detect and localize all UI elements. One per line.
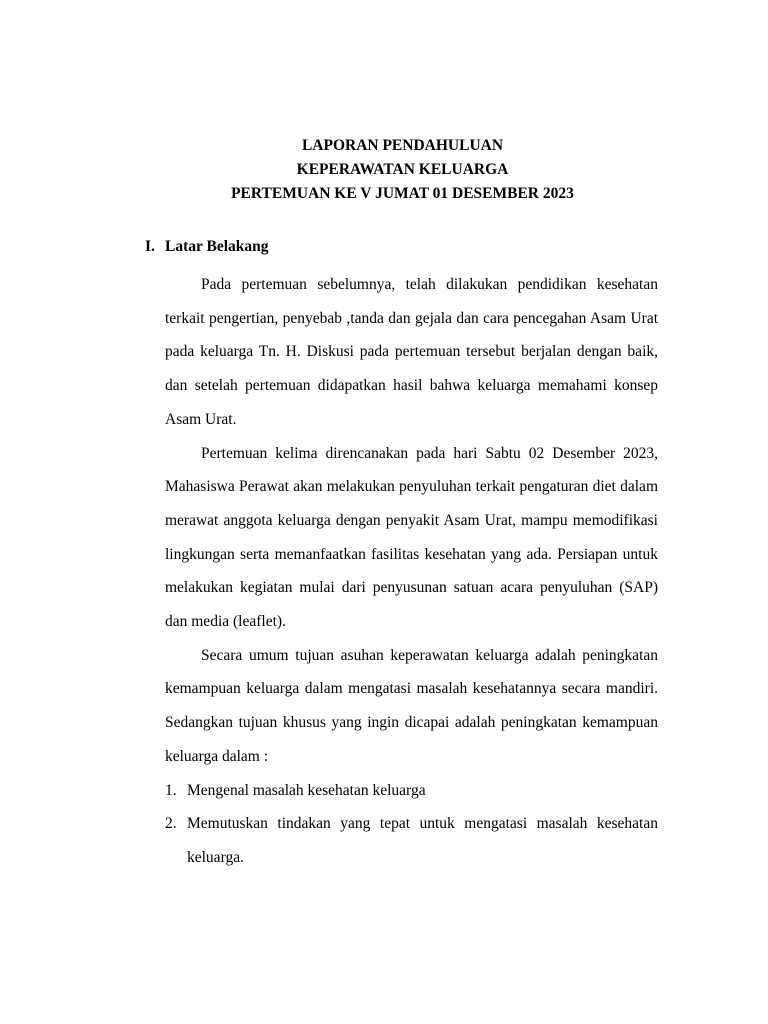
section-heading	[145, 236, 269, 258]
section-body	[165, 268, 658, 875]
title-line-1: LAPORAN PENDAHULUAN	[301, 137, 504, 154]
paragraph-3: Secara umum tujuan asuhan keperawatan keluarga adalah peningkatan kemampuan keluarga dalam mengatasi masalah kesehatannya secara mandiri. Sedangkan tujuan khusus yang ingin dicapai adalah peningkatan kemampuan keluarga dalam :	[165, 646, 658, 765]
title-line-3: PERTEMUAN KE V JUMAT 01 DESEMBER 2023	[231, 185, 574, 202]
list-item	[165, 774, 658, 808]
list-item-number: 1.	[165, 781, 177, 799]
paragraph-1: Pada pertemuan sebelumnya, telah dilakukan pendidikan kesehatan terkait pengertian, penyebab ,tanda dan gejala dan cara pencegahan Asam Urat pada keluarga Tn. H. Diskusi pada pertemuan tersebut berjalan dengan baik, dan setelah pertemuan didapatkan hasil bahwa keluarga memahami konsep Asam Urat.	[165, 276, 658, 428]
section-heading-text: Latar Belakang	[165, 238, 269, 255]
section-numeral: I.	[145, 238, 155, 255]
document-title	[0, 134, 768, 206]
list-item	[165, 807, 658, 874]
objectives-list	[165, 774, 658, 875]
list-item-text: Memutuskan tindakan yang tepat untuk mengatasi masalah kesehatan keluarga.	[187, 815, 658, 866]
paragraph-2: Pertemuan kelima direncanakan pada hari Sabtu 02 Desember 2023, Mahasiswa Perawat akan melakukan penyuluhan terkait pengaturan diet dalam merawat anggota keluarga dengan penyakit Asam Urat, mampu memodifikasi lingkungan serta memanfaatkan fasilitas kesehatan yang ada. Persiapan untuk melakukan kegiatan mulai dari penyusunan satuan acara penyuluhan (SAP) dan media (leaflet).	[165, 444, 658, 631]
title-line-2: KEPERAWATAN KELUARGA	[296, 161, 509, 178]
list-item-number: 2.	[165, 815, 177, 833]
list-item-text: Mengenal masalah kesehatan keluarga	[187, 781, 426, 799]
